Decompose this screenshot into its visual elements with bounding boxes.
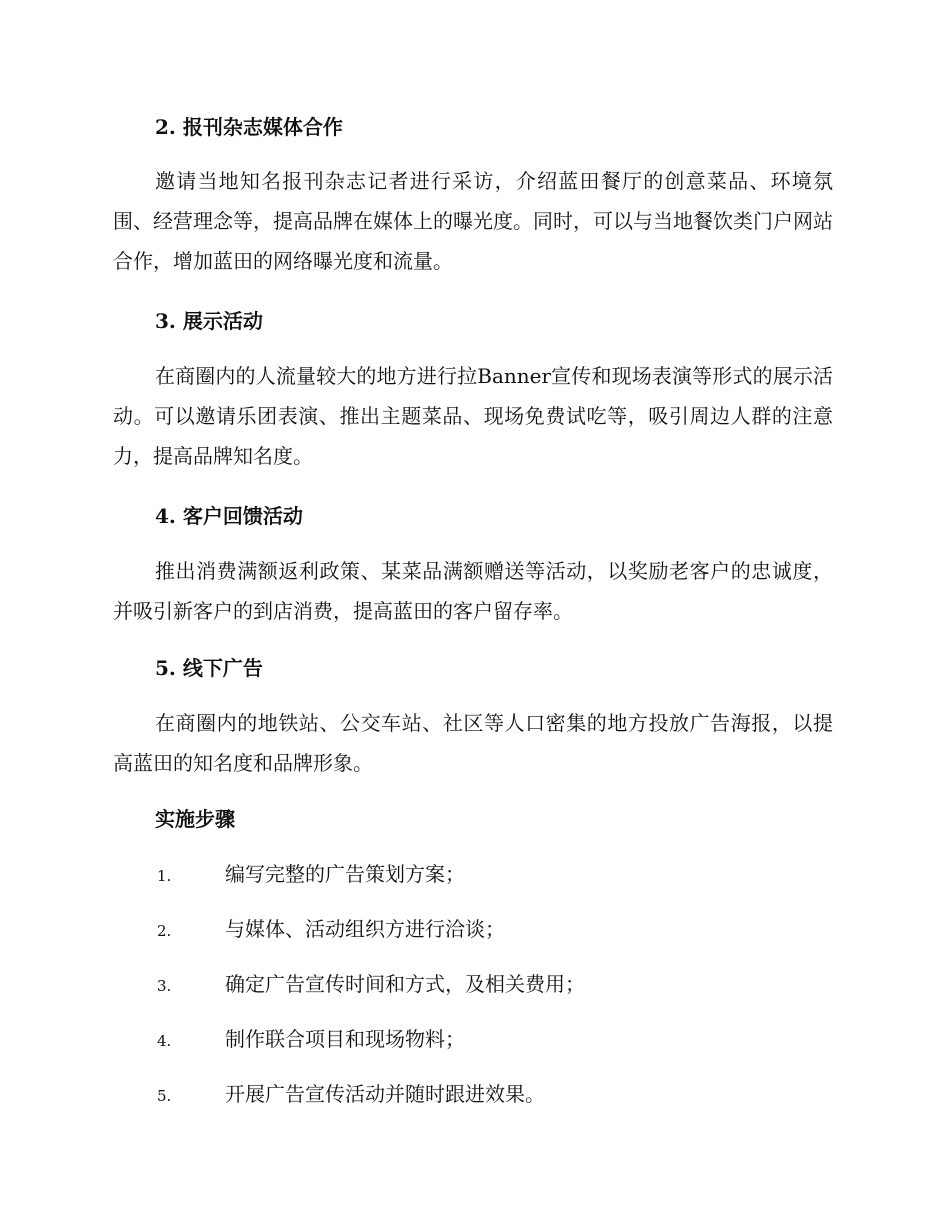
step-number: 5. [157,1087,172,1105]
step-item [157,914,505,944]
section-heading-offline-ads: 5. 线下广告 [155,656,263,680]
step-number: 4. [157,1032,172,1050]
step-number: 1. [157,867,172,885]
step-item [157,1024,465,1054]
step-text: 编写完整的广告策划方案； [225,862,465,886]
step-text: 确定广告宣传时间和方式，及相关费用； [225,972,585,996]
step-number: 3. [157,977,172,995]
section-body-media: 邀请当地知名报刊杂志记者进行采访，介绍蓝田餐厅的创意菜品、环境氛围、经营理念等，提高品牌在媒体上的曝光度。同时，可以与当地餐饮类门户网站合作，增加蓝田的网络曝光度和流量。 [113,169,833,273]
step-item [157,1079,545,1109]
step-number: 2. [157,922,172,940]
section-heading-media: 2. 报刊杂志媒体合作 [155,115,343,139]
steps-heading: 实施步骤 [155,807,235,831]
step-item [157,969,585,999]
step-text: 开展广告宣传活动并随时跟进效果。 [225,1082,545,1106]
section-body-offline-ads: 在商圈内的地铁站、公交车站、社区等人口密集的地方投放广告海报，以提高蓝田的知名度和品牌形象。 [113,711,833,775]
section-heading-customer-feedback: 4. 客户回馈活动 [155,504,303,528]
section-body-customer-feedback: 推出消费满额返利政策、某菜品满额赠送等活动，以奖励老客户的忠诚度，并吸引新客户的到店消费，提高蓝田的客户留存率。 [113,559,833,623]
step-text: 与媒体、活动组织方进行洽谈； [225,917,505,941]
section-body-exhibition: 在商圈内的人流量较大的地方进行拉Banner宣传和现场表演等形式的展示活动。可以邀请乐团表演、推出主题菜品、现场免费试吃等，吸引周边人群的注意力，提高品牌知名度。 [113,364,833,468]
section-heading-exhibition: 3. 展示活动 [155,309,263,333]
step-text: 制作联合项目和现场物料； [225,1027,465,1051]
step-item [157,859,465,889]
